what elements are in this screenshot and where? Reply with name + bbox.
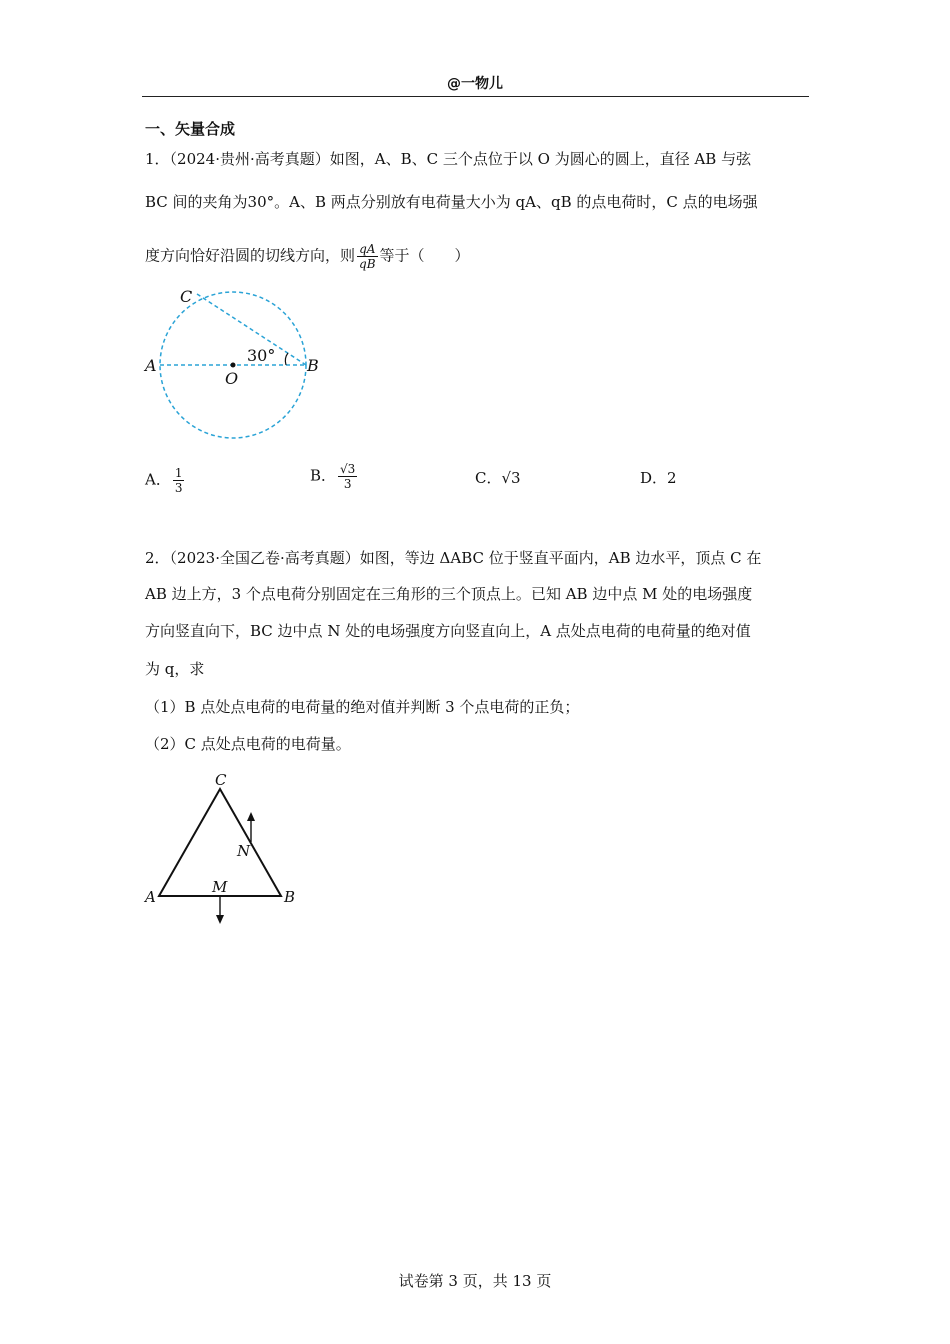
q1-option-c-value: √3 [501,469,521,487]
q1-option-c-letter: C． [475,469,502,487]
q2-line-2: AB 边上方，3 个点电荷分别固定在三角形的三个顶点上。已知 AB 边中点 M 处的电场强度 [145,585,753,603]
q1-line-1: 1．（2024·贵州·高考真题）如图，A、B、C 三个点位于以 O 为圆心的圆上，直径 AB 与弦 [145,150,752,168]
q2-label-b: B [284,888,296,906]
q1-option-a-num: 1 [174,466,183,480]
page-footer: 试卷第 3 页，共 13 页 [398,1272,552,1290]
q2-triangle-figure [140,768,310,933]
q1-option-d-value: 2 [667,469,677,487]
q1-option-d-letter: D． [640,469,668,487]
q1-option-a-letter: A． [145,470,171,489]
q2-line-3: 方向竖直向下，BC 边中点 N 处的电场强度方向竖直向上，A 点处点电荷的电荷量的绝对值 [145,622,751,640]
q1-option-b-den: 3 [343,477,352,491]
q1-line-3-post: 等于（ ） [379,246,470,265]
q1-option-a[interactable] [145,466,186,495]
q1-option-c[interactable] [475,467,521,488]
q1-label-b: B [307,356,319,375]
q1-ratio-denominator: qB [359,257,376,271]
q1-option-d[interactable] [640,467,677,488]
q1-option-b[interactable] [310,462,359,491]
q1-center-dot [231,363,236,368]
q1-option-a-fraction [173,466,185,495]
q1-line-3 [145,242,470,271]
q1-option-a-den: 3 [174,481,183,495]
q2-label-a: A [145,888,156,906]
q1-angle-label: 30° [247,346,276,365]
q1-option-b-fraction [338,462,357,491]
q1-label-c: C [180,287,193,306]
q1-line-2: BC 间的夹角为30°。A、B 两点分别放有电荷量大小为 qA、qB 的点电荷时，C 点的电场强 [145,193,758,211]
q1-circle-figure [140,280,340,445]
q1-option-b-num: √3 [340,462,356,476]
q2-label-m: M [212,878,228,896]
q2-arrow-n-head [247,812,255,821]
q1-option-b-letter: B． [310,466,337,485]
q2-subquestion-1: （1）B 点处点电荷的电荷量的绝对值并判断 3 个点电荷的正负； [145,698,580,716]
q1-label-o: O [225,369,239,388]
page-header-title: @一物儿 [447,76,503,92]
q1-line-3-pre: 度方向恰好沿圆的切线方向，则 [145,246,356,265]
header-divider [142,96,809,97]
q2-line-4: 为 q，求 [145,660,205,678]
q2-label-n: N [237,842,251,860]
q1-label-a: A [145,356,157,375]
q1-ratio-numerator: qA [357,242,378,257]
q2-arrow-m-head [216,915,224,924]
q2-subquestion-2: （2）C 点处点电荷的电荷量。 [145,735,351,753]
section-title: 一、矢量合成 [145,120,236,138]
q1-angle-arc [285,353,288,365]
q2-label-c: C [215,771,227,789]
q2-line-1: 2．（2023·全国乙卷·高考真题）如图，等边 ΔABC 位于竖直平面内，AB 边水平，顶点 C 在 [145,549,762,567]
q1-ratio-fraction [357,242,378,271]
